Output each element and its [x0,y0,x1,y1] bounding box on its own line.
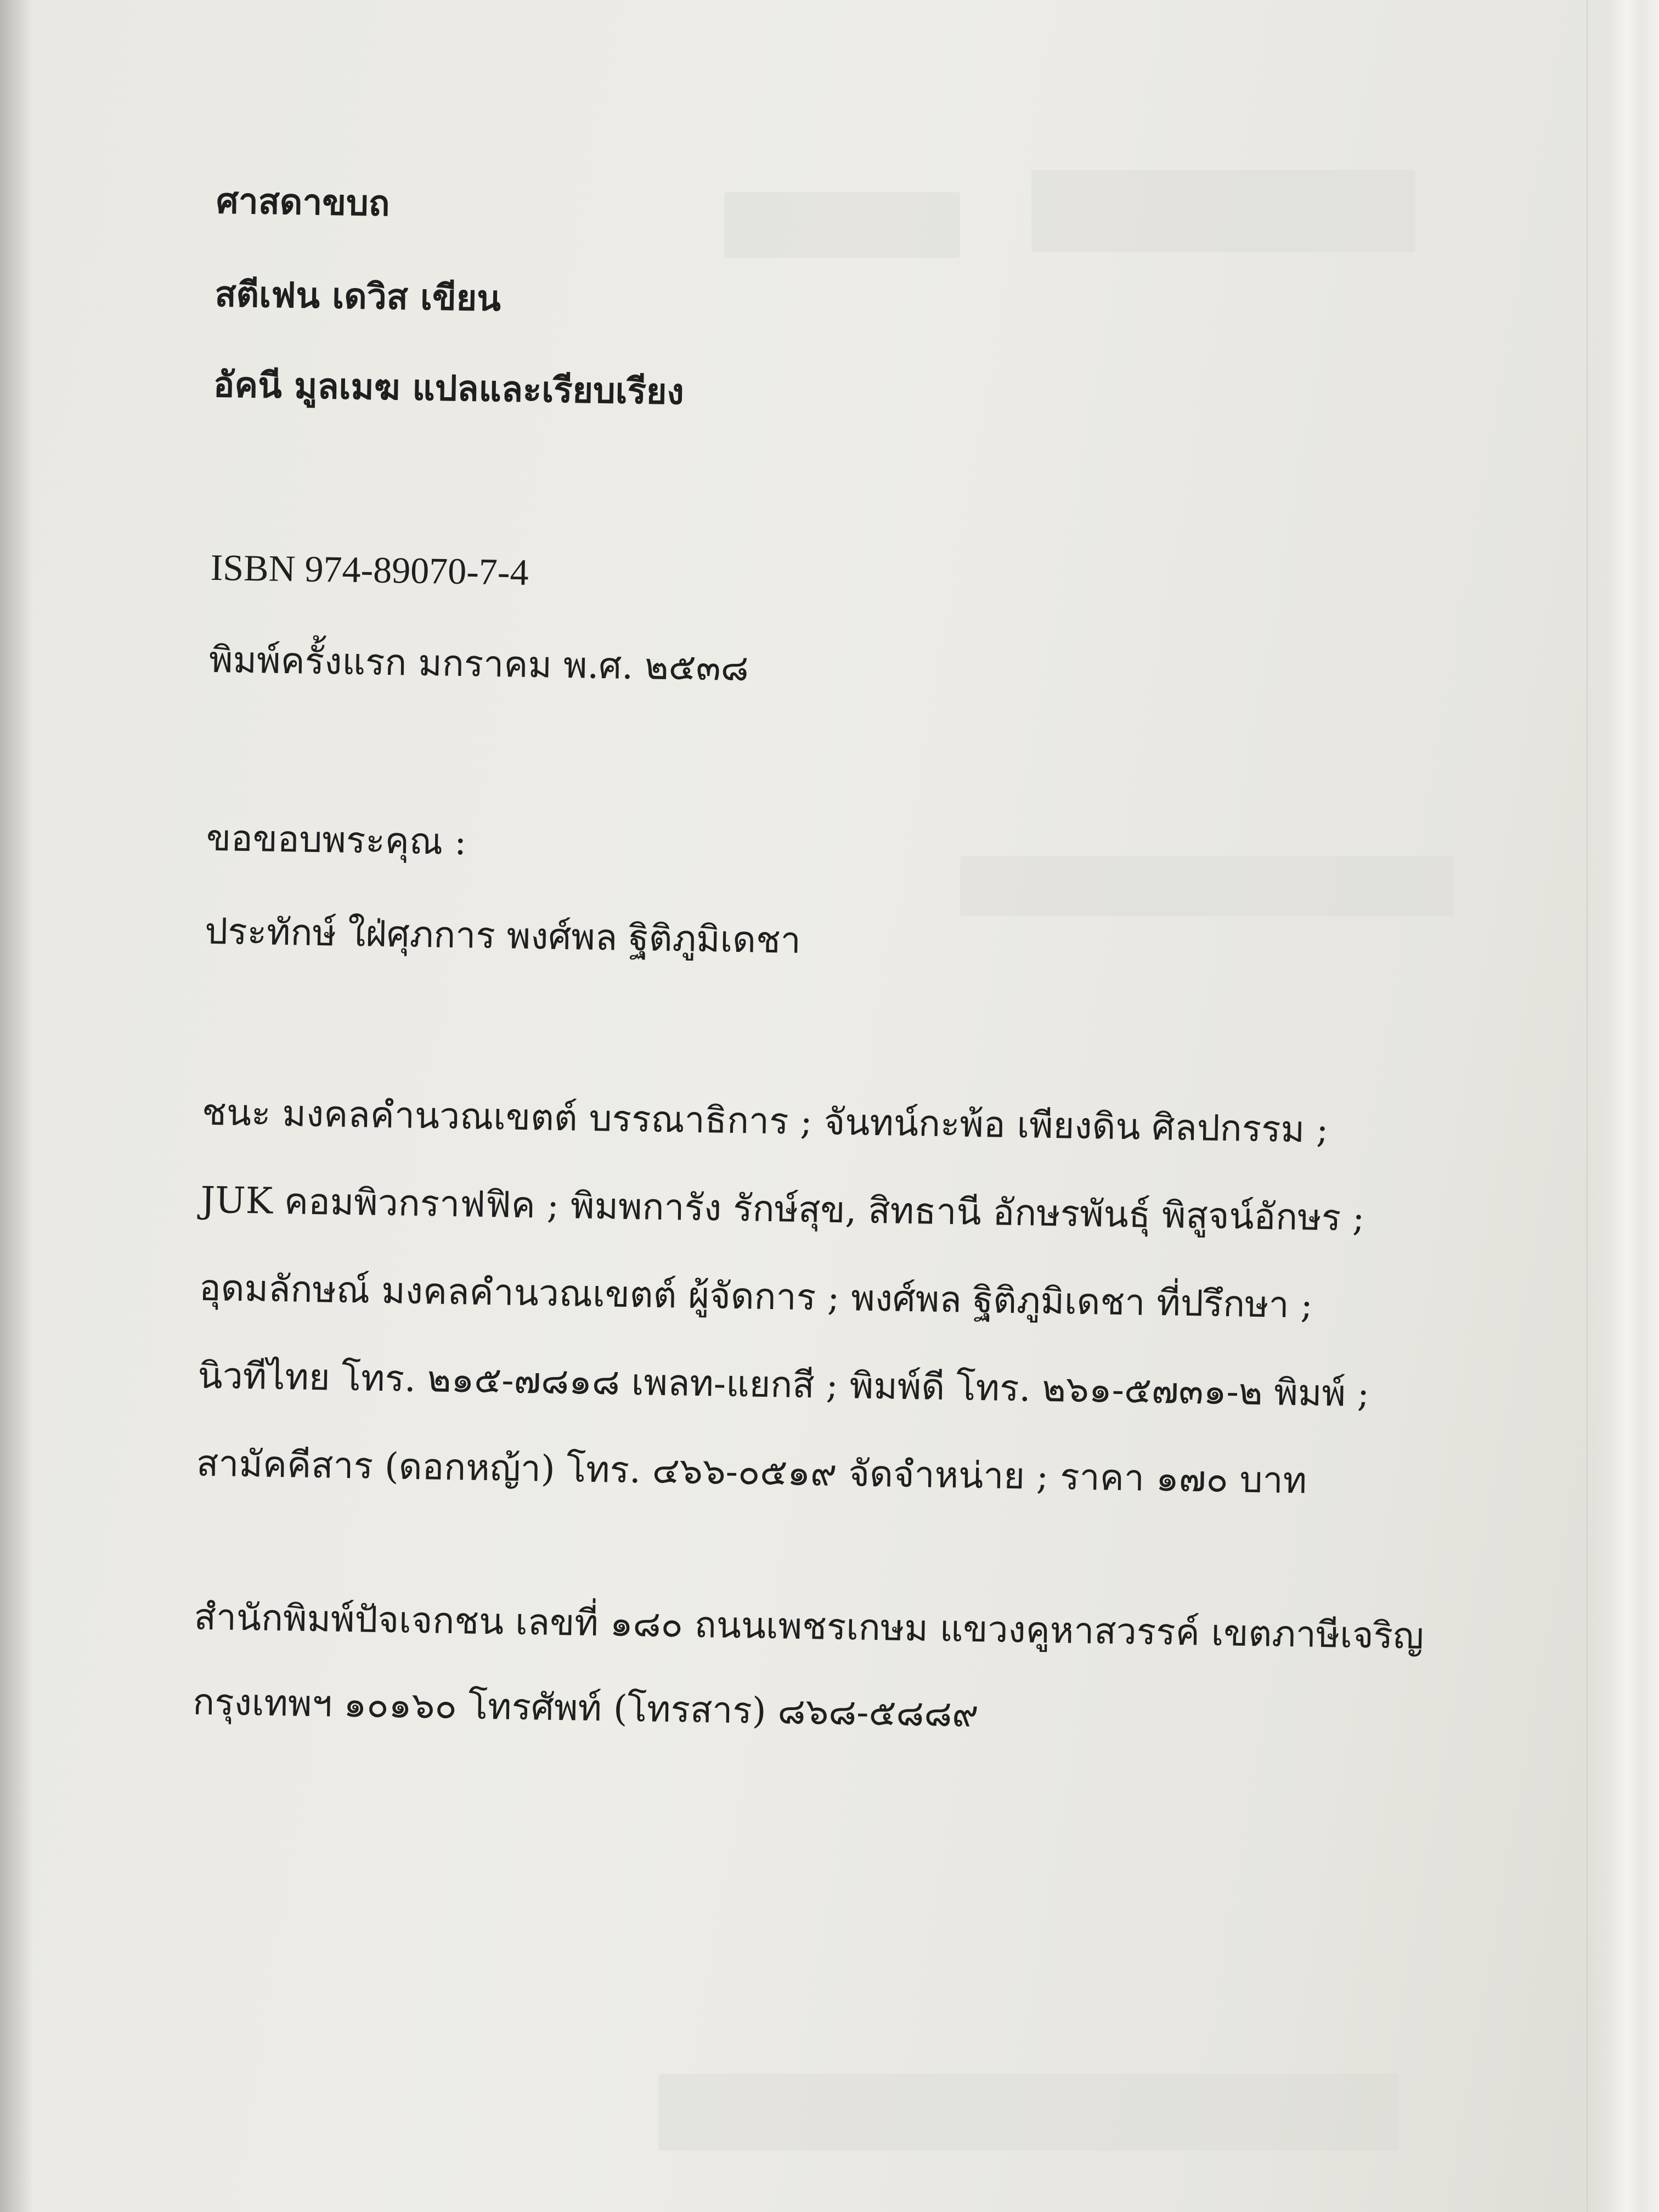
book-title: ศาสดาขบถ [216,180,391,224]
acknowledgements-heading: ขอขอบพระคุณ : [206,816,467,864]
acknowledgements-names: ประทักษ์ ใฝ่ศุภการ พงศ์พล ฐิติภูมิเดชา [204,910,802,962]
translator-line: อัคนี มูลเมฆ แปลและเรียบเรียง [213,364,685,413]
publisher-address-line: สำนักพิมพ์ปัจเจกชน เลขที่ ๑๘๐ ถนนเพชรเกษม แขวงคูหาสวรรค์ เขตภาษีเจริญ [194,1595,1424,1657]
show-through-block [960,856,1454,916]
isbn-line: ISBN 974-89070-7-4 [210,546,529,593]
show-through-block [724,192,960,258]
credit-line: JUK คอมพิวกราฟฟิค ; พิมพการัง รักษ์สุข, สิทธานี อักษรพันธุ์ พิสูจน์อักษร ; [200,1178,1365,1240]
copyright-text [192,0,1564,1736]
binding-shadow [0,0,33,2212]
credit-line: สามัคคีสาร (ดอกหญ้า) โทร. ๔๖๖-๐๕๑๙ จัดจำหน่าย ; ราคา ๑๗๐ บาท [196,1442,1307,1502]
author-line: สตีเฟน เดวิส เขียน [214,274,501,320]
page-edge [1587,0,1659,2212]
credit-line: ชนะ มงคลคำนวณเขตต์ บรรณาธิการ ; จันทน์กะพ้อ เพียงดิน ศิลปกรรม ; [201,1091,1329,1151]
credit-line: อุดมลักษณ์ มงคลคำนวณเขตต์ ผู้จัดการ ; พงศ์พล ฐิติภูมิเดชา ที่ปรึกษา ; [199,1266,1313,1327]
credit-line: นิวทีไทย โทร. ๒๑๕-๗๘๑๘ เพลท-แยกสี ; พิมพ์ดี โทร. ๒๖๑-๕๗๓๑-๒ พิมพ์ ; [198,1354,1370,1415]
show-through-block [1031,170,1415,252]
first-print-line: พิมพ์ครั้งแรก มกราคม พ.ศ. ๒๕๓๘ [208,638,749,690]
show-through-block [658,2074,1399,2151]
publisher-address-line: กรุงเทพฯ ๑๐๑๖๐ โทรศัพท์ (โทรสาร) ๘๖๘-๕๘๘๙ [192,1680,979,1736]
